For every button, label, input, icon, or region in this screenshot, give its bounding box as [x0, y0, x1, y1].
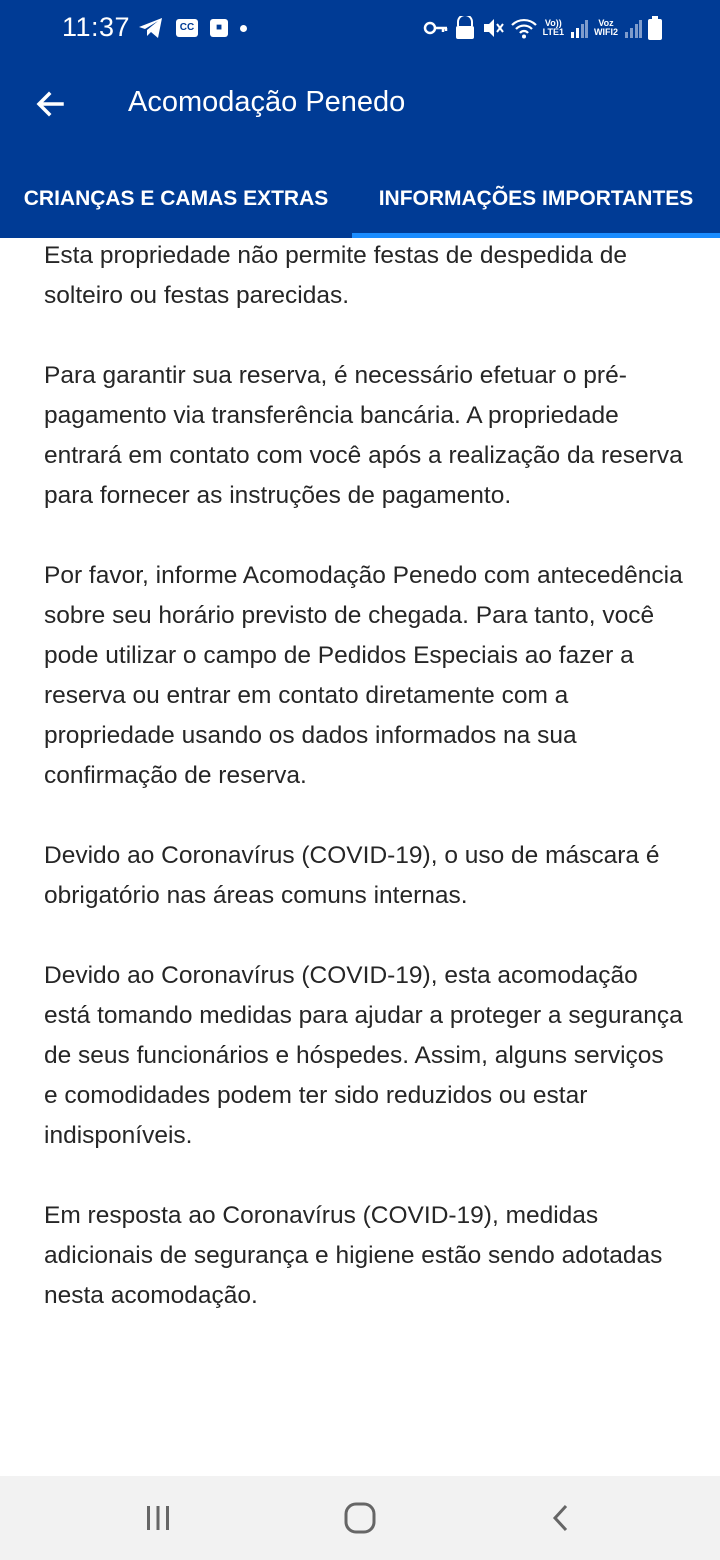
- app-header: [0, 0, 720, 238]
- caption-icon: CC: [176, 19, 198, 37]
- recent-apps-icon: [143, 1503, 173, 1533]
- info-paragraph: Devido ao Coronavírus (COVID-19), esta acomodação está tomando medidas para ajudar a proteger a segurança de seus funcionários e hóspedes. Assim, alguns serviços e comodidades podem ter sido reduzidos ou estar indisponíveis.: [44, 962, 683, 1149]
- system-nav-bar: [0, 1476, 720, 1560]
- toolbar: [0, 56, 720, 156]
- tab-bar: [0, 160, 720, 238]
- status-bar: [0, 0, 720, 56]
- vpn-icon: [455, 16, 475, 40]
- dot-icon: [240, 25, 247, 32]
- tab-important-info[interactable]: INFORMAÇÕES IMPORTANTES: [378, 187, 694, 210]
- page-title: Acomodação Penedo: [128, 86, 406, 118]
- info-paragraph: Esta propriedade não permite festas de despedida de solteiro ou festas parecidas.: [44, 242, 627, 309]
- info-paragraph: Devido ao Coronavírus (COVID-19), o uso de máscara é obrigatório nas áreas comuns internas.: [44, 842, 660, 909]
- important-info-content: [44, 236, 684, 1356]
- tab-children-extra-beds[interactable]: CRIANÇAS E CAMAS EXTRAS: [23, 187, 329, 210]
- back-button[interactable]: [26, 80, 74, 128]
- status-right-icons: [423, 12, 662, 44]
- home-icon: [343, 1501, 377, 1535]
- info-paragraph: Para garantir sua reserva, é necessário efetuar o pré-pagamento via transferência bancária. A propriedade entrará em contato com você após a realização da reserva para fornecer as instruções de pagamento.: [44, 362, 683, 509]
- battery-icon: [648, 16, 662, 40]
- home-button[interactable]: [300, 1476, 420, 1560]
- arrow-left-icon: [34, 88, 66, 120]
- key-icon: [423, 18, 449, 38]
- back-icon: [547, 1503, 577, 1533]
- info-paragraph: Em resposta ao Coronavírus (COVID-19), medidas adicionais de segurança e higiene estão sendo adotadas nesta acomodação.: [44, 1202, 663, 1309]
- vowifi-label: Voz WIFI2: [594, 18, 618, 37]
- status-time: 11:37: [62, 12, 131, 42]
- recent-apps-button[interactable]: [98, 1476, 218, 1560]
- status-left-icons: [138, 14, 247, 42]
- signal-icon: [624, 18, 642, 38]
- info-paragraph: Por favor, informe Acomodação Penedo com antecedência sobre seu horário previsto de chegada. Para tanto, você pode utilizar o campo de Pedidos Especiais ao fazer a reserva ou entrar em contato diretamente com a propriedade usando os dados informados na sua confirmação de reserva.: [44, 562, 683, 789]
- wifi-icon: [511, 17, 537, 39]
- system-back-button[interactable]: [502, 1476, 622, 1560]
- mute-icon: [481, 16, 505, 40]
- telegram-icon: [138, 16, 164, 40]
- app-notification-icon: ■: [210, 19, 228, 37]
- volte-label: Vo)) LTE1: [542, 18, 564, 37]
- signal-icon: [570, 18, 588, 38]
